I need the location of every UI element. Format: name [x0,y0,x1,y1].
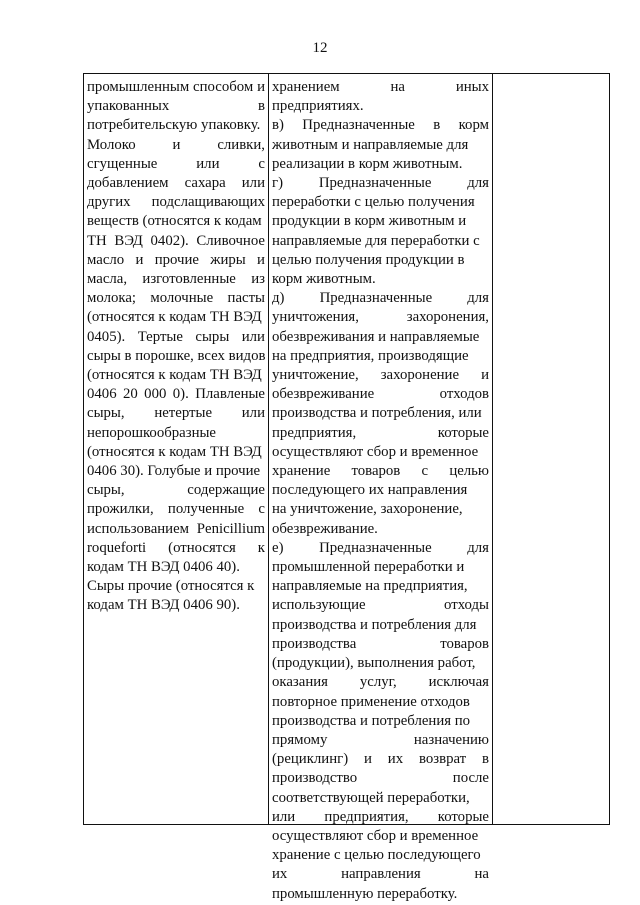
word: корм [458,117,489,134]
word: (рециклинг) [272,751,349,768]
col2-text-line: (продукции), выполнения работ, [272,655,476,672]
word: назначению [413,731,489,748]
word: Плавленые [195,386,265,403]
word: roqueforti [87,539,147,556]
col1-text-line: веществ (относятся к кодам [87,213,262,230]
word: и [257,79,265,95]
word: использованием [87,520,190,537]
col2-text-line: производства и потребления по [272,712,471,729]
word: товаров [440,635,489,652]
col1-text-line [87,232,265,251]
col1-text-line [87,404,265,423]
col2-text-line: обезвреживание. [272,520,378,537]
col1-text-line: (относятся к кодам ТН ВЭД [87,309,262,326]
col2-text-line [272,808,489,827]
col2-text-line: продукции в корм животным и [272,213,467,230]
col2-text-line: на уничтожение, захоронение, [272,501,463,518]
word: и [481,367,489,384]
word: иных [455,79,489,95]
word: г) [272,175,283,192]
word: 0406 [87,386,117,403]
word: использующие [272,597,366,614]
word: возврат [418,751,467,768]
word: Сливочное [196,232,265,249]
word: для [467,175,489,192]
page-number: 12 [312,40,328,56]
word: сливки, [217,136,265,153]
word: или [241,405,265,422]
word: уничтожения, [272,309,359,326]
col2-text-line: повторное применение отходов [272,693,470,710]
word: прожилки, [87,501,154,518]
word: уничтожение, [272,367,359,384]
word: из [251,271,265,288]
word: направления [341,866,421,883]
word: предприятия, [272,424,357,441]
col2-text-line [272,385,489,404]
col1-text-line [87,97,265,116]
col2-text-line: целью получения продукции в [272,251,465,268]
col1-text-line [87,78,265,97]
col2-text-line [272,635,489,654]
word: и [172,136,181,153]
col2-text-line [272,462,489,481]
table-cell-empty [493,74,609,824]
word: для [467,290,489,307]
word: в [258,98,265,115]
col2-text-line: направляемые для переработки с [272,232,480,249]
col2-text-line [272,750,489,769]
col1-text-line [87,481,265,500]
word: оказания [272,674,328,691]
col1-text-line [87,385,265,404]
word: к [257,539,265,556]
col2-text-line [272,289,489,308]
word: или [241,175,265,192]
word: способом [193,79,254,95]
col1-text-line: Сыры прочие (относятся к [87,578,255,595]
word: жиры [210,251,246,268]
col2-text-line: осуществляют сбор и временное [272,443,479,460]
word: сыры, [87,405,125,422]
word: услуг, [359,674,397,691]
word: е) [272,539,284,556]
col2-text-line: животным и направляемые для [272,136,469,153]
col2-text-line [272,769,489,788]
word: 0402). [150,232,189,249]
col1-text-line [87,174,265,193]
word: исключая [428,674,489,691]
word: 000 [144,386,167,403]
word: промышленным [87,79,190,95]
word: производства [272,635,357,652]
col2-text-line: направляемые на предприятия, [272,578,468,595]
col2-text-line: переработки с целью получения [272,194,475,211]
col1-text-line [87,251,265,270]
word: (относятся [168,539,236,556]
col2-text-line [272,116,489,135]
word: сгущенные [87,155,158,172]
word: прочие [154,251,199,268]
word: которые [437,424,489,441]
word: или [272,808,296,825]
col2-text-line [272,865,489,884]
word: Предназначенные [319,290,433,307]
col1-text-line [87,193,265,212]
word: добавлением [87,175,169,192]
col1-text-line [87,289,265,308]
col2-text-line: реализации в корм животным. [272,155,463,172]
col1-text-line: сыры в порошке, всех видов [87,347,266,364]
word: изготовленные [142,271,236,288]
word: других [87,194,131,211]
col2-text-line: последующего их направления [272,482,468,499]
word: или [196,155,220,172]
col1-text-line [87,155,265,174]
col2-text-line [272,731,489,750]
table-cell-purpose-description [269,74,493,902]
col1-text-line [87,136,265,155]
word: в [433,117,441,134]
word: содержащие [187,482,265,499]
word: пасты [227,290,265,307]
word: с [421,463,429,480]
word: обезвреживание [272,386,375,403]
word: ТН [87,232,107,249]
word: Предназначенные [302,117,415,134]
word: целью [449,463,489,480]
word: отходов [439,386,489,403]
word: сыры [195,328,230,345]
word: Предназначенные [319,539,432,556]
word: молочные [150,290,214,307]
col1-text-line [87,520,265,539]
col2-text-line: производства и потребления, или [272,405,482,422]
word: хранение [272,463,331,480]
word: в [482,751,489,768]
col2-text-line: корм животным. [272,271,376,288]
word: товаров [351,463,401,480]
word: Молоко [87,136,136,153]
col1-text-line: потребительскую упаковку. [87,117,261,134]
col2-text-line: осуществляют сбор и временное [272,827,479,844]
col2-text-line [272,596,489,615]
col2-text-line: обезвреживания и направляемые [272,328,480,345]
col2-text-line: промышленную переработку. [272,885,458,902]
word: Предназначенные [318,175,432,192]
col1-text-line [87,270,265,289]
word: полученные [167,501,245,518]
word: на [390,79,405,95]
word: с [258,155,265,172]
col2-text-line [272,308,489,327]
col2-text-line [272,174,489,193]
word: ВЭД [114,232,143,249]
word: отходы [444,597,489,614]
col2-text-line [272,539,489,558]
word: молока; [87,290,136,307]
col1-text-line: кодам ТН ВЭД 0406 90). [87,597,240,614]
word: предприятия, [324,808,409,825]
word: захоронения, [406,309,489,326]
col1-text-line: 0406 30). Голубые и прочие [87,463,261,480]
col1-text-line [87,500,265,519]
col2-text-line [272,78,489,97]
word: Тертые [137,328,183,345]
word: прямому [272,731,328,748]
col2-text-line: хранение с целью последующего [272,847,481,864]
word: упакованных [87,98,170,115]
col1-text-line: (относятся к кодам ТН ВЭД [87,443,262,460]
word: 0). [172,386,189,403]
word: 20 [122,386,138,403]
word: подслащивающих [151,194,265,211]
word: их [387,751,404,768]
col2-text-line: производства и потребления для [272,616,477,633]
word: и [135,251,144,268]
col1-text-line [87,539,265,558]
word: Penicillium [196,520,265,537]
word: д) [272,290,285,307]
word: с [258,501,265,518]
document-table [83,73,610,902]
word: 0405). [87,328,126,345]
col2-text-line: промышленной переработки и [272,559,465,576]
word: на [474,866,489,883]
word: в) [272,117,284,134]
word: нетертые [154,405,213,422]
word: производство [272,770,358,787]
col1-text-line [87,328,265,347]
word: после [452,770,489,787]
col2-text-line: на предприятия, производящие [272,347,469,364]
col2-text-line [272,673,489,692]
word: или [241,328,265,345]
word: захоронение [380,367,460,384]
word: масла, [87,271,128,288]
word: для [467,539,489,556]
word: и [364,751,372,768]
col2-text-line: соответствующей переработки, [272,789,470,806]
word: хранением [272,79,340,95]
col1-text-line: кодам ТН ВЭД 0406 40). [87,559,240,576]
word: которые [437,808,489,825]
word: масло [87,251,125,268]
word: сахара [184,175,226,192]
table-cell-product-description [84,74,269,824]
col2-text-line [272,366,489,385]
col2-text-line: предприятиях. [272,98,364,115]
col2-text-line [272,424,489,443]
word: их [272,866,288,883]
col1-text-line: (относятся к кодам ТН ВЭД [87,367,262,384]
col1-text-line: непорошкообразные [87,424,216,441]
word: и [257,251,265,268]
word: сыры, [87,482,125,499]
